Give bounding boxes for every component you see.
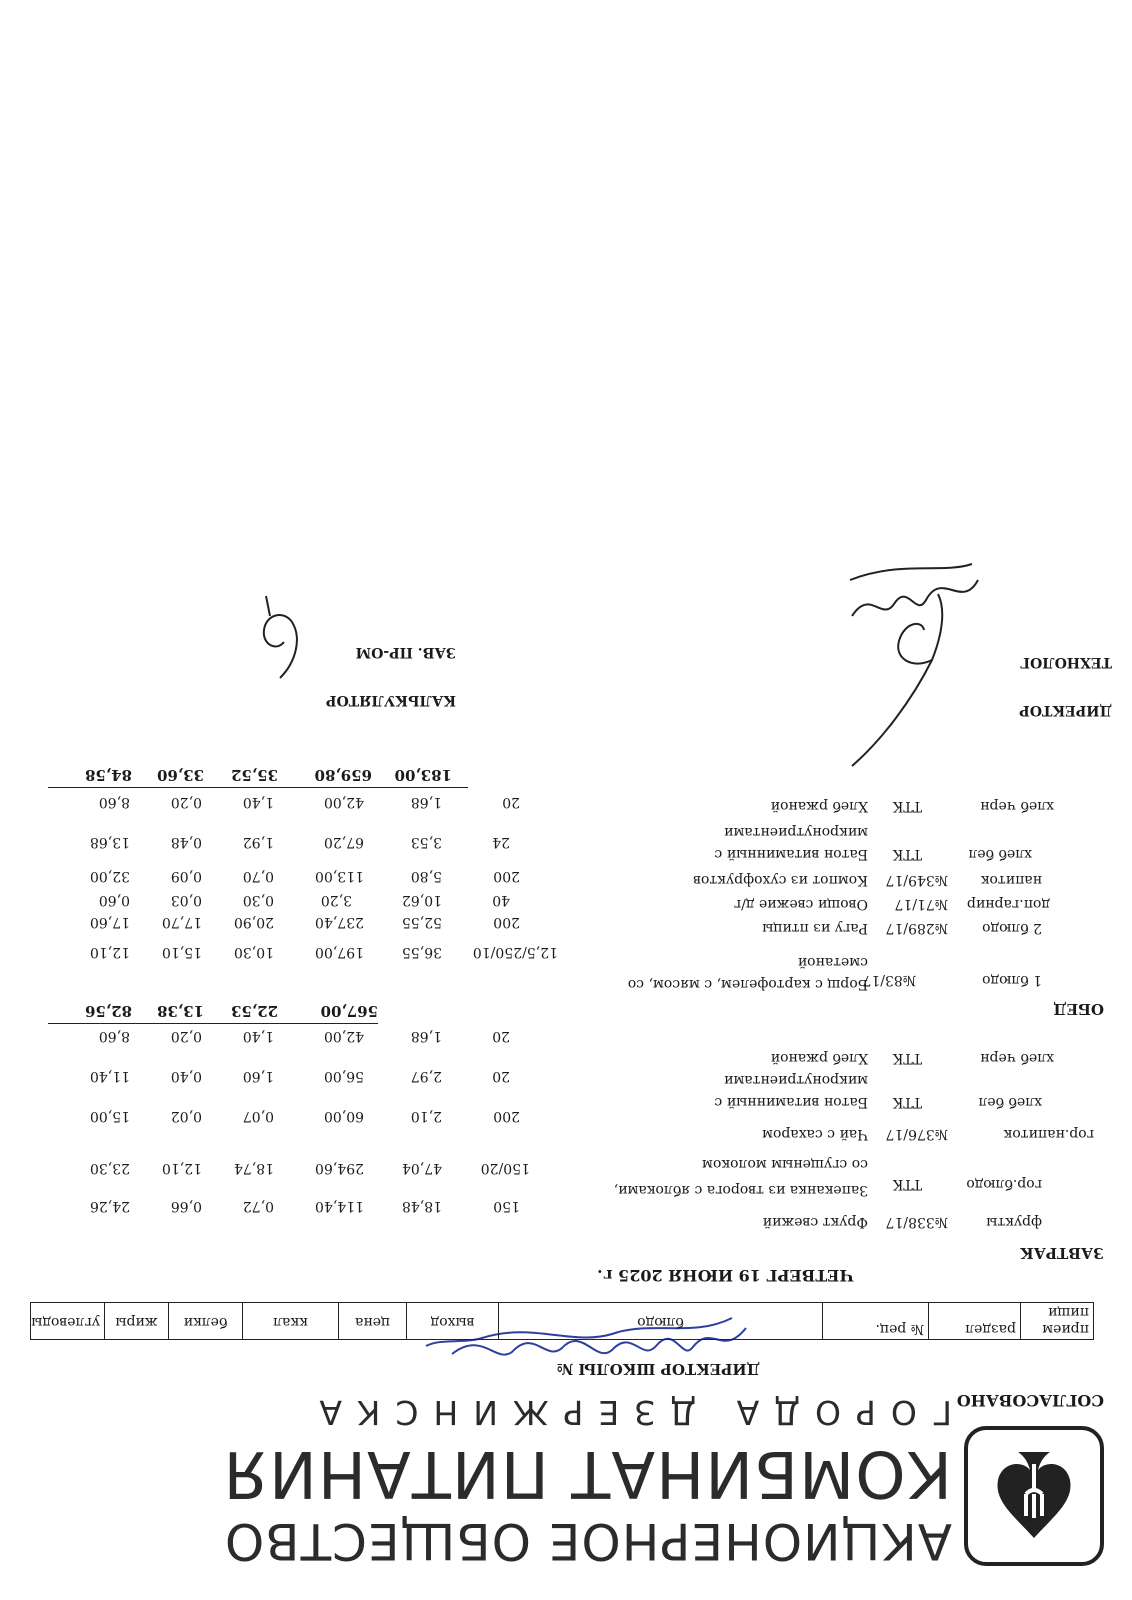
- row-carbs: 0,60: [98, 892, 130, 908]
- row-kcal: 237,40: [315, 914, 364, 930]
- row-kcal: 60,00: [323, 1108, 364, 1124]
- row-price: 1,68: [410, 1028, 442, 1044]
- row-recipe: ТТК: [892, 1094, 922, 1110]
- row-kcal: 294,60: [315, 1160, 364, 1176]
- row-fat: 0,03: [170, 892, 202, 908]
- row-output: 200: [493, 1108, 520, 1124]
- row-output: 20: [502, 794, 520, 810]
- row-price: 18,48: [401, 1198, 442, 1214]
- row-output: 20: [492, 1028, 510, 1044]
- row-kcal: 113,00: [315, 868, 364, 884]
- row-recipe: ТТК: [892, 798, 922, 814]
- row-price: 2,10: [410, 1108, 442, 1124]
- row-price: 52,55: [401, 914, 442, 930]
- fork-spade-logo-icon: [984, 1446, 1084, 1546]
- row-kcal: 56,00: [323, 1068, 364, 1084]
- col-section: раздел: [929, 1303, 1021, 1339]
- row-section: хлеб бел: [978, 1094, 1042, 1110]
- row-recipe: ТТК: [892, 1050, 922, 1066]
- row-price: 5,80: [410, 868, 442, 884]
- org-line-3: ГОРОДА ДЗЕРЖИНСКА: [304, 1393, 952, 1432]
- row-price: 3,53: [410, 834, 442, 850]
- row-carbs: 13,68: [89, 834, 130, 850]
- row-protein: 0,07: [242, 1108, 274, 1124]
- row-carbs: 32,00: [89, 868, 130, 884]
- col-carbs: углеводы: [29, 1303, 105, 1339]
- row-protein: 20,90: [233, 914, 274, 930]
- row-section: фрукты: [986, 1214, 1042, 1230]
- row-section: доп.гарнир: [966, 896, 1050, 912]
- row-dish: Батон витаминный с: [714, 1094, 868, 1110]
- technologist-signature-label: ТЕХНОЛОГ: [1020, 654, 1112, 670]
- row-output: 20: [492, 1068, 510, 1084]
- row-dish: Хлеб ржаной: [770, 798, 868, 814]
- col-recipe-no: № рец.: [823, 1303, 929, 1339]
- menu-date-title: ЧЕТВЕРГ 19 ИЮНЯ 2025 г.: [597, 1266, 854, 1285]
- row-price: 10,62: [401, 892, 442, 908]
- row-recipe: №71/17: [894, 896, 948, 912]
- calculator-signature-label: КАЛЬКУЛЯТОР: [325, 692, 456, 708]
- row-carbs: 8,60: [98, 794, 130, 810]
- row-dish: Компот из сухофруктов: [693, 872, 868, 888]
- row-recipe: ТТК: [892, 1176, 922, 1192]
- col-output: выход: [407, 1303, 499, 1339]
- row-output: 12,5/250/10: [472, 944, 558, 960]
- row-recipe: №349/17: [885, 872, 948, 888]
- row-dish-line2: микронутриентами: [724, 1072, 868, 1088]
- row-carbs: 12,10: [89, 944, 130, 960]
- row-dish-line2: микронутриентами: [724, 824, 868, 840]
- total-fat: 33,60: [157, 766, 204, 784]
- row-fat: 0,20: [170, 1028, 202, 1044]
- row-output: 200: [493, 868, 520, 884]
- row-kcal: 197,00: [315, 944, 364, 960]
- row-section: гор.напиток: [1003, 1126, 1094, 1142]
- row-kcal: 67,20: [323, 834, 364, 850]
- org-line-1: АКЦИОНЕРНОЕ ОБЩЕСТВО: [223, 1512, 952, 1570]
- row-protein: 0,72: [242, 1198, 274, 1214]
- row-dish: Батон витаминный с: [714, 846, 868, 862]
- col-kcal: ккал: [243, 1303, 339, 1339]
- col-price: цена: [339, 1303, 407, 1339]
- row-carbs: 23,30: [89, 1160, 130, 1176]
- row-section: гор.блюдо: [966, 1176, 1042, 1192]
- row-section: 1 блюдо: [982, 972, 1042, 988]
- row-price: 2,97: [410, 1068, 442, 1084]
- row-dish: Борщ с картофелем, с мясом, со: [627, 976, 868, 992]
- row-section: хлеб бел: [968, 846, 1032, 862]
- row-fat: 12,10: [161, 1160, 202, 1176]
- total-protein: 35,52: [231, 766, 278, 784]
- row-recipe: №83/17: [862, 972, 916, 988]
- menu-table-header: [30, 1302, 1094, 1340]
- row-fat: 17,70: [161, 914, 202, 930]
- row-protein: 1,40: [242, 1028, 274, 1044]
- row-output: 150/20: [480, 1160, 530, 1176]
- lunch-total-rule: [48, 787, 468, 788]
- row-fat: 0,40: [170, 1068, 202, 1084]
- lunch-title: ОБЕД: [1053, 1000, 1104, 1018]
- total-carbs: 82,56: [85, 1002, 132, 1020]
- row-protein: 1,40: [242, 794, 274, 810]
- row-price: 47,04: [401, 1160, 442, 1176]
- row-kcal: 42,00: [323, 1028, 364, 1044]
- total-kcal: 567,00: [320, 1002, 378, 1020]
- row-dish: Чай с сахаром: [762, 1126, 868, 1142]
- technologist-signature-mark: [842, 550, 982, 640]
- row-fat: 0,20: [170, 794, 202, 810]
- row-carbs: 15,00: [89, 1108, 130, 1124]
- row-kcal: 42,00: [323, 794, 364, 810]
- row-fat: 0,02: [170, 1108, 202, 1124]
- row-carbs: 24,26: [89, 1198, 130, 1214]
- row-fat: 0,09: [170, 868, 202, 884]
- total-price: 183,00: [394, 766, 452, 784]
- row-carbs: 17,60: [89, 914, 130, 930]
- row-section: 2 блюдо: [982, 920, 1042, 936]
- row-protein: 0,30: [242, 892, 274, 908]
- row-dish: Запеканка из творога с яблоками,: [613, 1182, 868, 1198]
- breakfast-title: ЗАВТРАК: [1019, 1244, 1104, 1262]
- row-section: хлеб черн: [980, 798, 1054, 814]
- row-carbs: 8,60: [98, 1028, 130, 1044]
- total-protein: 22,53: [231, 1002, 278, 1020]
- row-recipe: ТТК: [892, 846, 922, 862]
- director-signature-label: ДИРЕКТОР: [1019, 702, 1112, 718]
- row-protein: 10,30: [233, 944, 274, 960]
- row-dish: Фрукт свежий: [762, 1214, 868, 1230]
- row-output: 200: [493, 914, 520, 930]
- row-output: 40: [492, 892, 510, 908]
- row-output: 150: [493, 1198, 520, 1214]
- total-fat: 13,38: [157, 1002, 204, 1020]
- agreed-label: СОГЛАСОВАНО: [956, 1391, 1104, 1410]
- org-line-2: КОМБИНАТ ПИТАНИЯ: [222, 1436, 952, 1510]
- row-price: 36,55: [401, 944, 442, 960]
- row-protein: 1,92: [242, 834, 274, 850]
- row-price: 1,68: [410, 794, 442, 810]
- col-dish: блюдо: [499, 1303, 823, 1339]
- row-section: хлеб черн: [980, 1050, 1054, 1066]
- company-logo: [964, 1426, 1104, 1566]
- calculator-signature-mark: [250, 592, 310, 682]
- row-dish-line2: сметаной: [797, 954, 868, 970]
- row-output: 24: [492, 834, 510, 850]
- row-protein: 1,60: [242, 1068, 274, 1084]
- row-recipe: №376/17: [885, 1126, 948, 1142]
- row-fat: 0,66: [170, 1198, 202, 1214]
- row-recipe: №338/17: [885, 1214, 948, 1230]
- row-dish: Овощи свежие д/г: [733, 896, 868, 912]
- row-recipe: №289/17: [885, 920, 948, 936]
- row-kcal: 3,20: [320, 892, 352, 908]
- row-kcal: 114,40: [315, 1198, 364, 1214]
- head-production-signature-label: ЗАВ. ПР-ОМ: [355, 644, 456, 660]
- col-protein: белки: [169, 1303, 243, 1339]
- row-dish: Хлеб ржаной: [770, 1050, 868, 1066]
- row-fat: 15,10: [161, 944, 202, 960]
- breakfast-total-rule: [48, 1023, 378, 1024]
- col-fat: жиры: [105, 1303, 169, 1339]
- total-carbs: 84,58: [85, 766, 132, 784]
- row-fat: 0,48: [170, 834, 202, 850]
- row-dish-line2: со сгущеным молоком: [702, 1156, 868, 1172]
- row-protein: 0,70: [242, 868, 274, 884]
- row-dish: Рагу из птицы: [762, 920, 868, 936]
- school-director-label: ДИРЕКТОР ШКОЛЫ №: [556, 1360, 760, 1378]
- col-meal-time: прием пищи: [1042, 1304, 1089, 1337]
- row-section: напиток: [980, 872, 1042, 888]
- row-protein: 18,74: [233, 1160, 274, 1176]
- total-kcal: 659,80: [314, 766, 372, 784]
- row-carbs: 11,40: [89, 1068, 130, 1084]
